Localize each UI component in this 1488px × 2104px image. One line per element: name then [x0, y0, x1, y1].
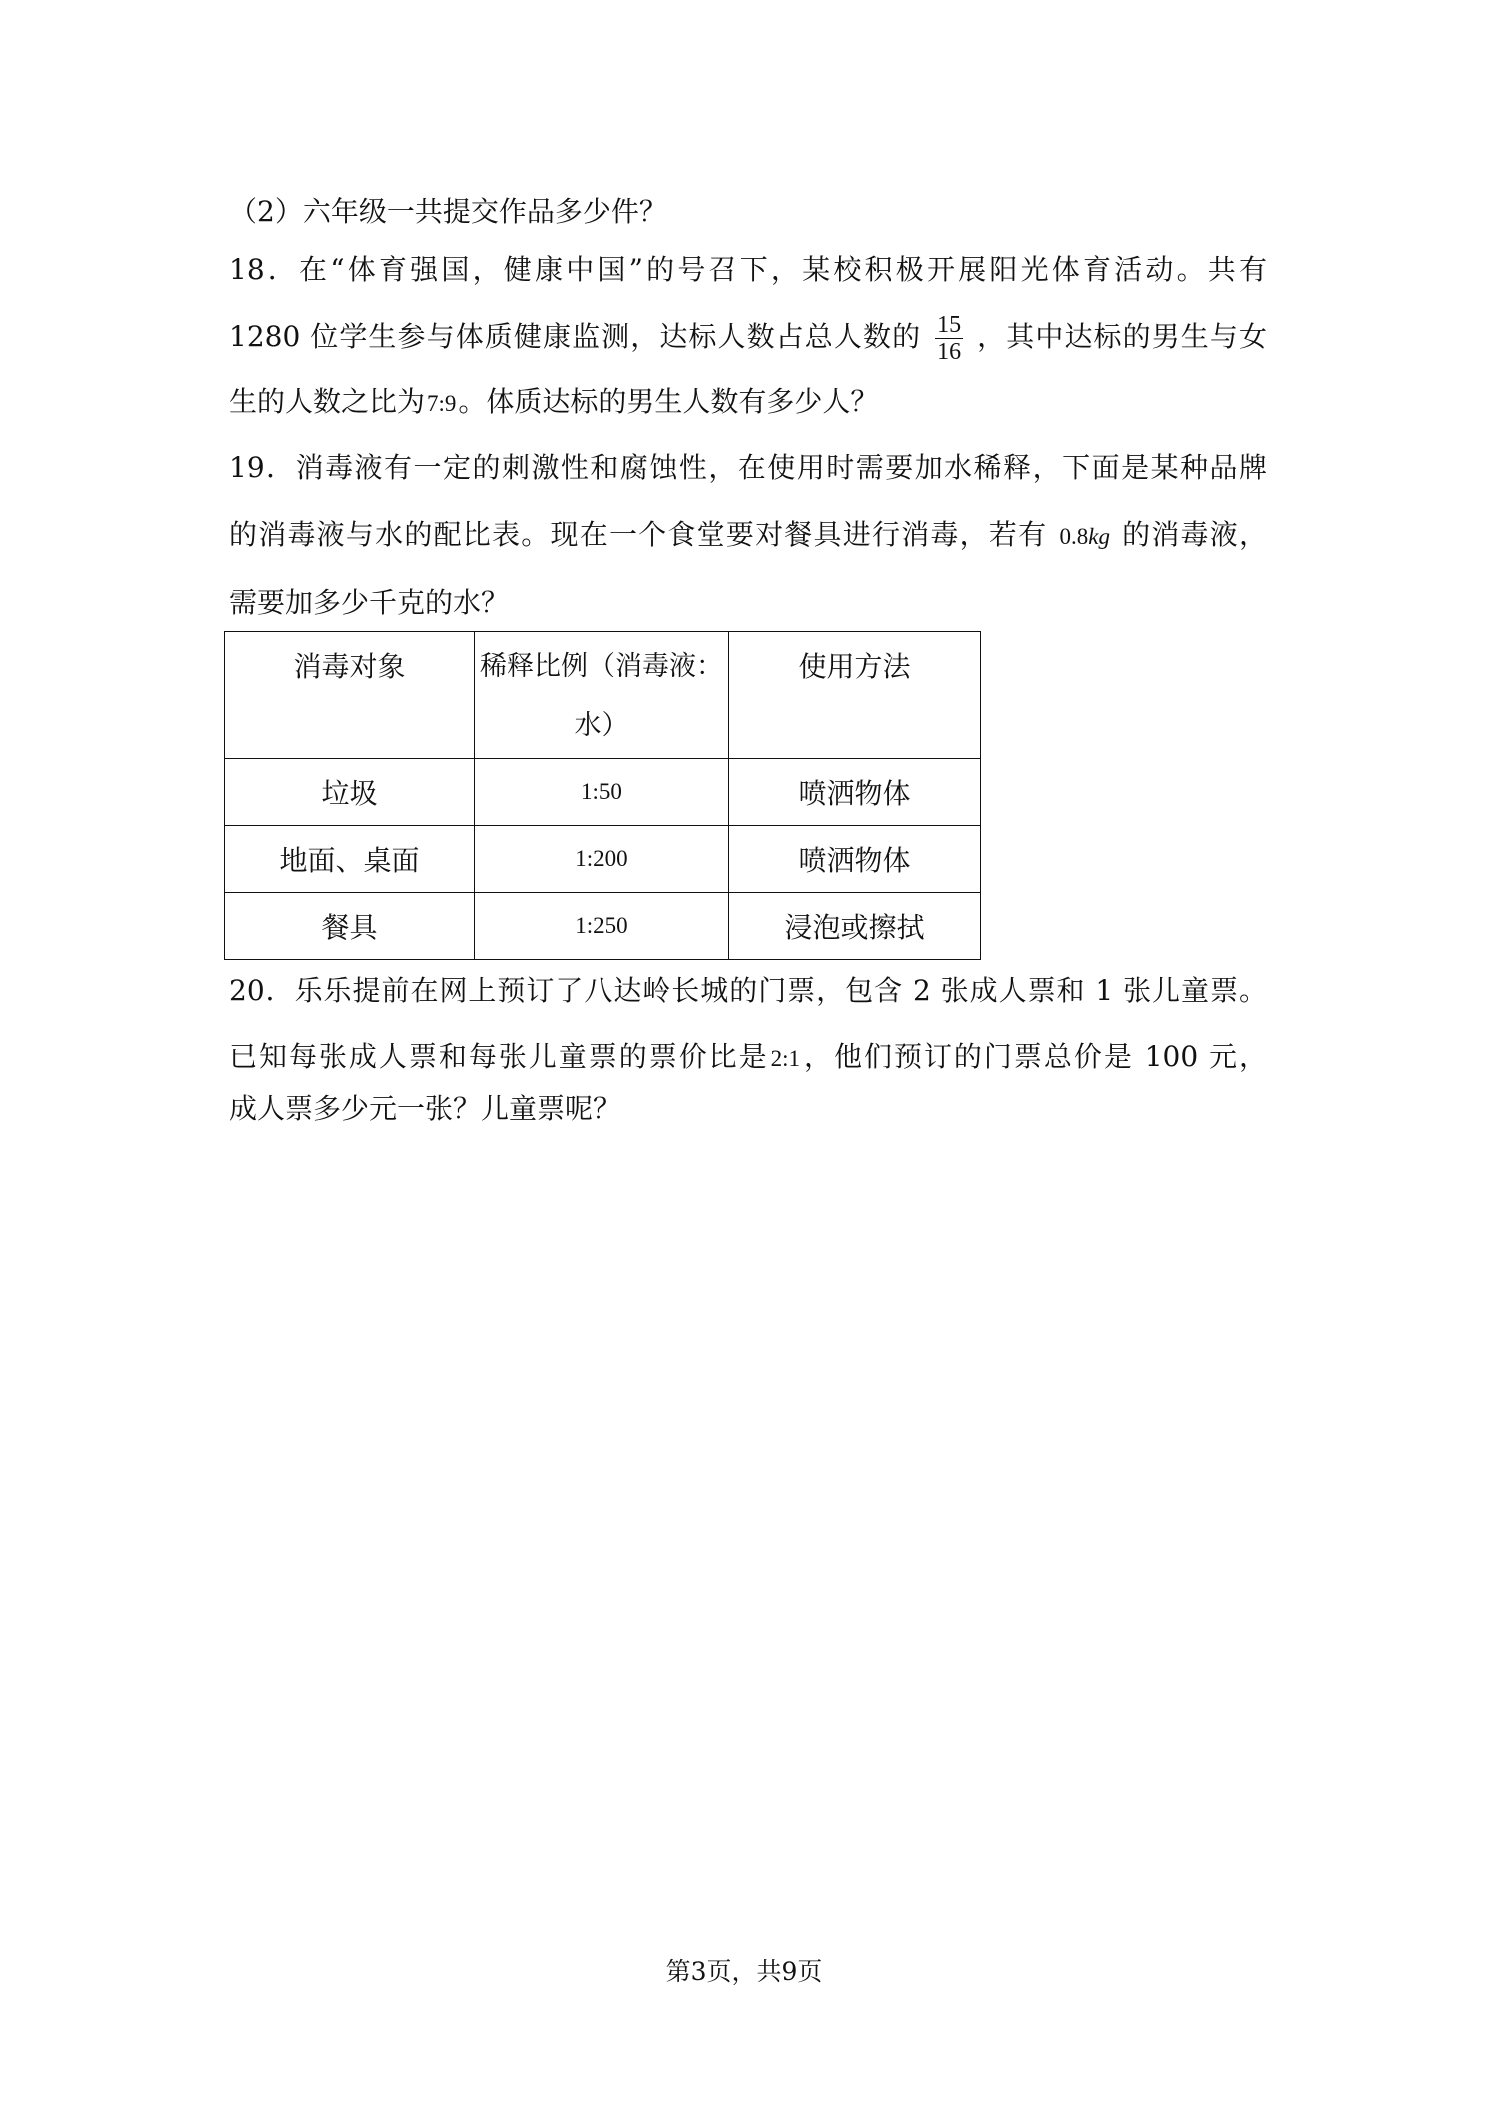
q19-line3: 需要加多少千克的水？ — [229, 586, 510, 619]
q19-amount — [1059, 524, 1109, 549]
q18-ratio: 7:9 — [427, 391, 457, 416]
q20-line2-after: ，他们预订的门票总价是 100 元， — [802, 1040, 1267, 1073]
q20-line2 — [229, 1037, 1267, 1077]
fraction-numerator: 15 — [937, 312, 962, 338]
table-row — [225, 826, 981, 893]
cell-target: 地面、桌面 — [225, 826, 475, 893]
q18-line3-before: 生的人数之比为 — [229, 385, 426, 418]
cell-ratio: 1:50 — [475, 759, 729, 826]
cell-ratio: 1:250 — [475, 893, 729, 960]
table-row — [225, 759, 981, 826]
header-target-label: 消毒对象 — [293, 650, 406, 683]
header-cell-method — [729, 632, 981, 759]
page-indicator: 第3页，共9页 — [665, 1957, 823, 1986]
cell-method: 喷洒物体 — [729, 759, 981, 826]
cell-method: 浸泡或擦拭 — [729, 893, 981, 960]
q18-line2-before: 1280 位学生参与体质健康监测，达标人数占总人数的 — [229, 320, 922, 353]
q20-line3: 成人票多少元一张？儿童票呢？ — [229, 1092, 622, 1125]
cell-ratio: 1:200 — [475, 826, 729, 893]
header-ratio-label-line1: 稀释比例（消毒液： — [480, 651, 723, 682]
header-ratio-label-line2: 水） — [574, 710, 629, 741]
q18-line2-after: ，其中达标的男生与女 — [977, 320, 1267, 353]
header-method-label: 使用方法 — [798, 650, 911, 683]
fraction-denominator: 16 — [937, 339, 962, 365]
q17-part2-text: （2）六年级一共提交作品多少件？ — [229, 195, 667, 228]
q19-line1: 19．消毒液有一定的刺激性和腐蚀性，在使用时需要加水稀释，下面是某种品牌 — [229, 451, 1267, 484]
cell-method: 喷洒物体 — [729, 826, 981, 893]
q18-line3 — [229, 382, 1267, 422]
table-header-row — [225, 632, 981, 759]
q19-line2-before: 的消毒液与水的配比表。现在一个食堂要对餐具进行消毒，若有 — [229, 518, 1048, 551]
q20-line1: 20．乐乐提前在网上预订了八达岭长城的门票，包含 2 张成人票和 1 张儿童票。 — [229, 974, 1267, 1007]
q20-ratio: 2:1 — [770, 1046, 801, 1071]
cell-target: 餐具 — [225, 893, 475, 960]
header-cell-target — [225, 632, 475, 759]
cell-target: 垃圾 — [225, 759, 475, 826]
q18-line2 — [229, 307, 1267, 367]
q18-line1: 18．在“体育强国，健康中国”的号召下，某校积极开展阳光体育活动。共有 — [229, 253, 1267, 286]
q20-line2-before: 已知每张成人票和每张儿童票的票价比是 — [229, 1040, 769, 1073]
q19-line2-after: 的消毒液， — [1122, 518, 1267, 551]
q19-amount-value: 0.8 — [1059, 524, 1089, 549]
table-row — [225, 893, 981, 960]
q18-line3-after: 。体质达标的男生人数有多少人？ — [458, 385, 879, 418]
q19-amount-unit: kg — [1088, 524, 1110, 549]
header-cell-ratio — [475, 632, 729, 759]
fraction — [935, 312, 963, 365]
dilution-ratio-table — [224, 631, 981, 960]
q19-line2 — [229, 515, 1267, 555]
